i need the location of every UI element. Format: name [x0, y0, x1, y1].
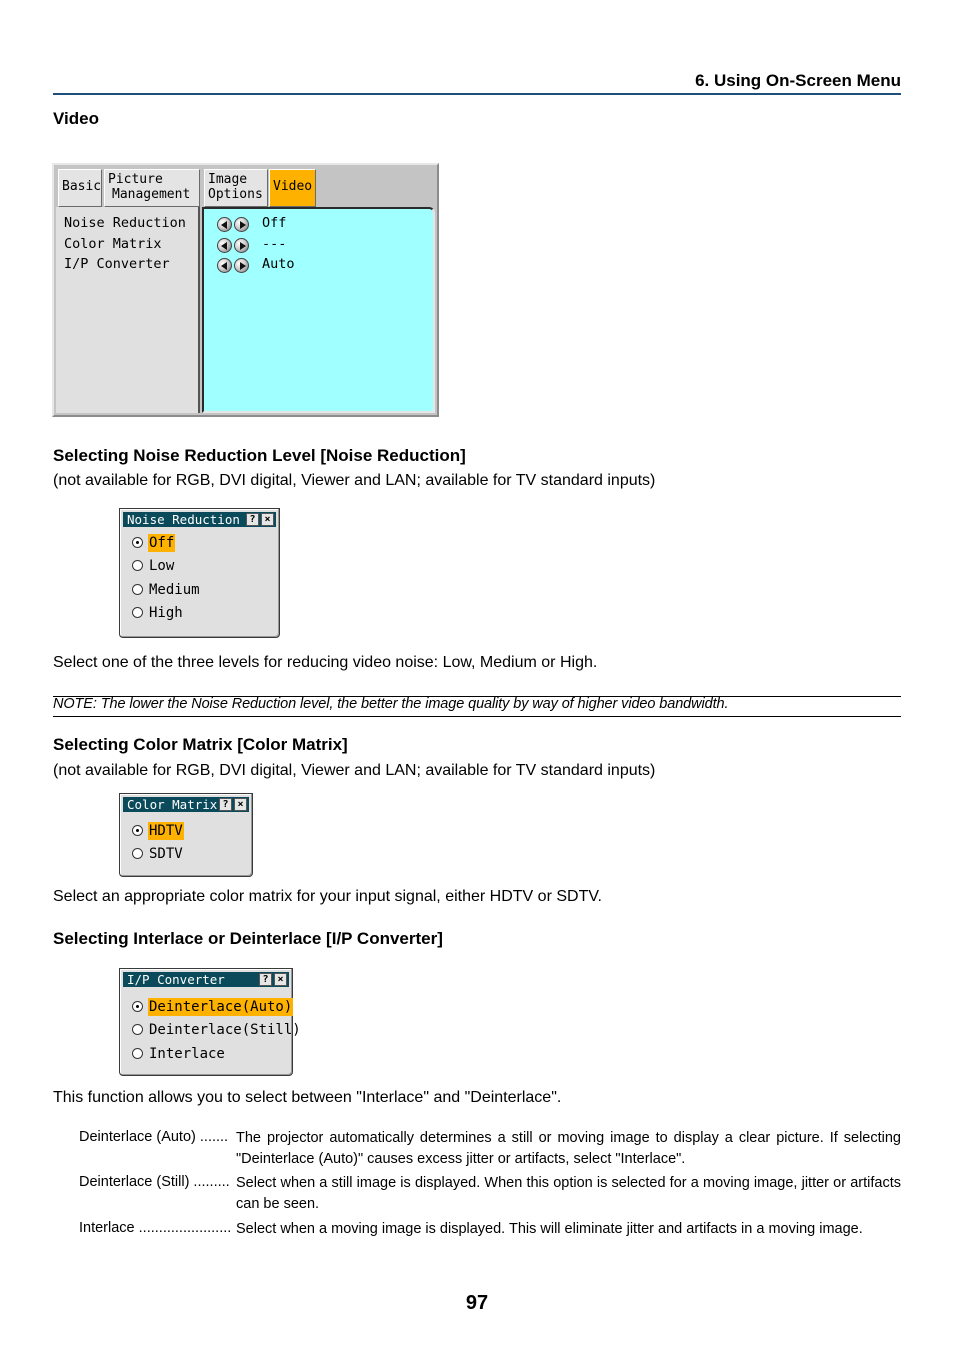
radio-icon [132, 560, 143, 571]
color-matrix-dialog: Color Matrix ? × HDTV SDTV [119, 793, 253, 877]
availability-noise-reduction: (not available for RGB, DVI digital, Viewer and LAN; available for TV standard inputs) [53, 472, 656, 489]
note-rule-bottom [53, 716, 901, 717]
page-number: 97 [465, 1292, 489, 1314]
section-title-video: Video [53, 109, 99, 128]
arrow-left-icon[interactable] [217, 258, 232, 273]
header-rule [53, 93, 901, 95]
adjust-arrows[interactable] [217, 217, 251, 231]
adjust-arrows[interactable] [217, 258, 251, 272]
definition-description: Select when a still image is displayed. When this option is selected for a moving image, jitter or artifacts can be seen. [236, 1175, 901, 1212]
arrow-right-icon[interactable] [234, 217, 249, 232]
menu-label-color-matrix[interactable]: Color Matrix [64, 236, 162, 252]
help-icon[interactable]: ? [259, 973, 272, 986]
radio-icon [132, 584, 143, 595]
note-noise-reduction: NOTE: The lower the Noise Reduction level, the better the image quality by way of higher video bandwidth. [53, 696, 729, 712]
dialog-title-bar: Noise Reduction ? × [123, 512, 276, 527]
description-noise-reduction: Select one of the three levels for reducing video noise: Low, Medium or High. [53, 654, 598, 671]
definition-description: Select when a moving image is displayed. This will eliminate jitter and artifacts in a moving image. [236, 1221, 863, 1237]
arrow-left-icon[interactable] [217, 238, 232, 253]
menu-label-ip-converter[interactable]: I/P Converter [64, 256, 170, 272]
heading-ip-converter: Selecting Interlace or Deinterlace [I/P Converter] [53, 929, 443, 948]
menu-values-panel [202, 207, 435, 413]
description-ip-converter: This function allows you to select between "Interlace" and "Deinterlace". [53, 1089, 562, 1106]
tab-picture-management[interactable]: Picture Management [104, 169, 200, 207]
menu-labels-panel [56, 207, 200, 413]
radio-selected-icon [132, 537, 143, 548]
close-icon[interactable]: × [274, 973, 287, 986]
heading-noise-reduction: Selecting Noise Reduction Level [Noise Reduction] [53, 446, 466, 465]
radio-selected-icon [132, 1001, 143, 1012]
adjust-arrows[interactable] [217, 238, 251, 252]
definition-term: Deinterlace (Auto) ....... [79, 1129, 229, 1145]
menu-label-noise-reduction[interactable]: Noise Reduction [64, 215, 186, 231]
heading-color-matrix: Selecting Color Matrix [Color Matrix] [53, 735, 348, 754]
tab-video[interactable]: Video [269, 169, 316, 207]
definition-term: Deinterlace (Still) ......... [79, 1174, 230, 1190]
help-icon[interactable]: ? [219, 798, 232, 811]
arrow-right-icon[interactable] [234, 238, 249, 253]
definition-description: The projector automatically determines a still or moving image to display a clear picture. If selecting "Deinterlace (Auto)" causes excess jitter or artifacts, select "Interlace". [236, 1130, 901, 1167]
arrow-left-icon[interactable] [217, 217, 232, 232]
close-icon[interactable]: × [261, 513, 274, 526]
radio-selected-icon [132, 825, 143, 836]
video-menu-screenshot [52, 163, 439, 417]
noise-reduction-dialog: Noise Reduction ? × Off Low Medium High [119, 508, 280, 638]
help-icon[interactable]: ? [246, 513, 259, 526]
tab-image-options[interactable]: Image Options [204, 169, 268, 207]
menu-tab-bar [56, 167, 435, 209]
availability-color-matrix: (not available for RGB, DVI digital, Viewer and LAN; available for TV standard inputs) [53, 762, 656, 779]
chapter-title: 6. Using On-Screen Menu [695, 71, 901, 90]
menu-value-ip-converter: Auto [262, 256, 295, 272]
dialog-title-bar: Color Matrix ? × [123, 797, 249, 812]
tab-basic[interactable]: Basic [58, 169, 102, 207]
definition-term: Interlace ....................... [79, 1220, 232, 1236]
radio-icon [132, 848, 143, 859]
radio-icon [132, 607, 143, 618]
description-color-matrix: Select an appropriate color matrix for your input signal, either HDTV or SDTV. [53, 888, 602, 905]
menu-value-color-matrix: --- [262, 236, 287, 252]
arrow-right-icon[interactable] [234, 258, 249, 273]
close-icon[interactable]: × [234, 798, 247, 811]
dialog-title-bar: I/P Converter ? × [123, 972, 289, 987]
menu-value-noise-reduction: Off [262, 215, 287, 231]
ip-converter-dialog: I/P Converter ? × Deinterlace(Auto) Deinterlace(Still) Interlace [119, 968, 293, 1076]
radio-icon [132, 1024, 143, 1035]
radio-icon [132, 1048, 143, 1059]
